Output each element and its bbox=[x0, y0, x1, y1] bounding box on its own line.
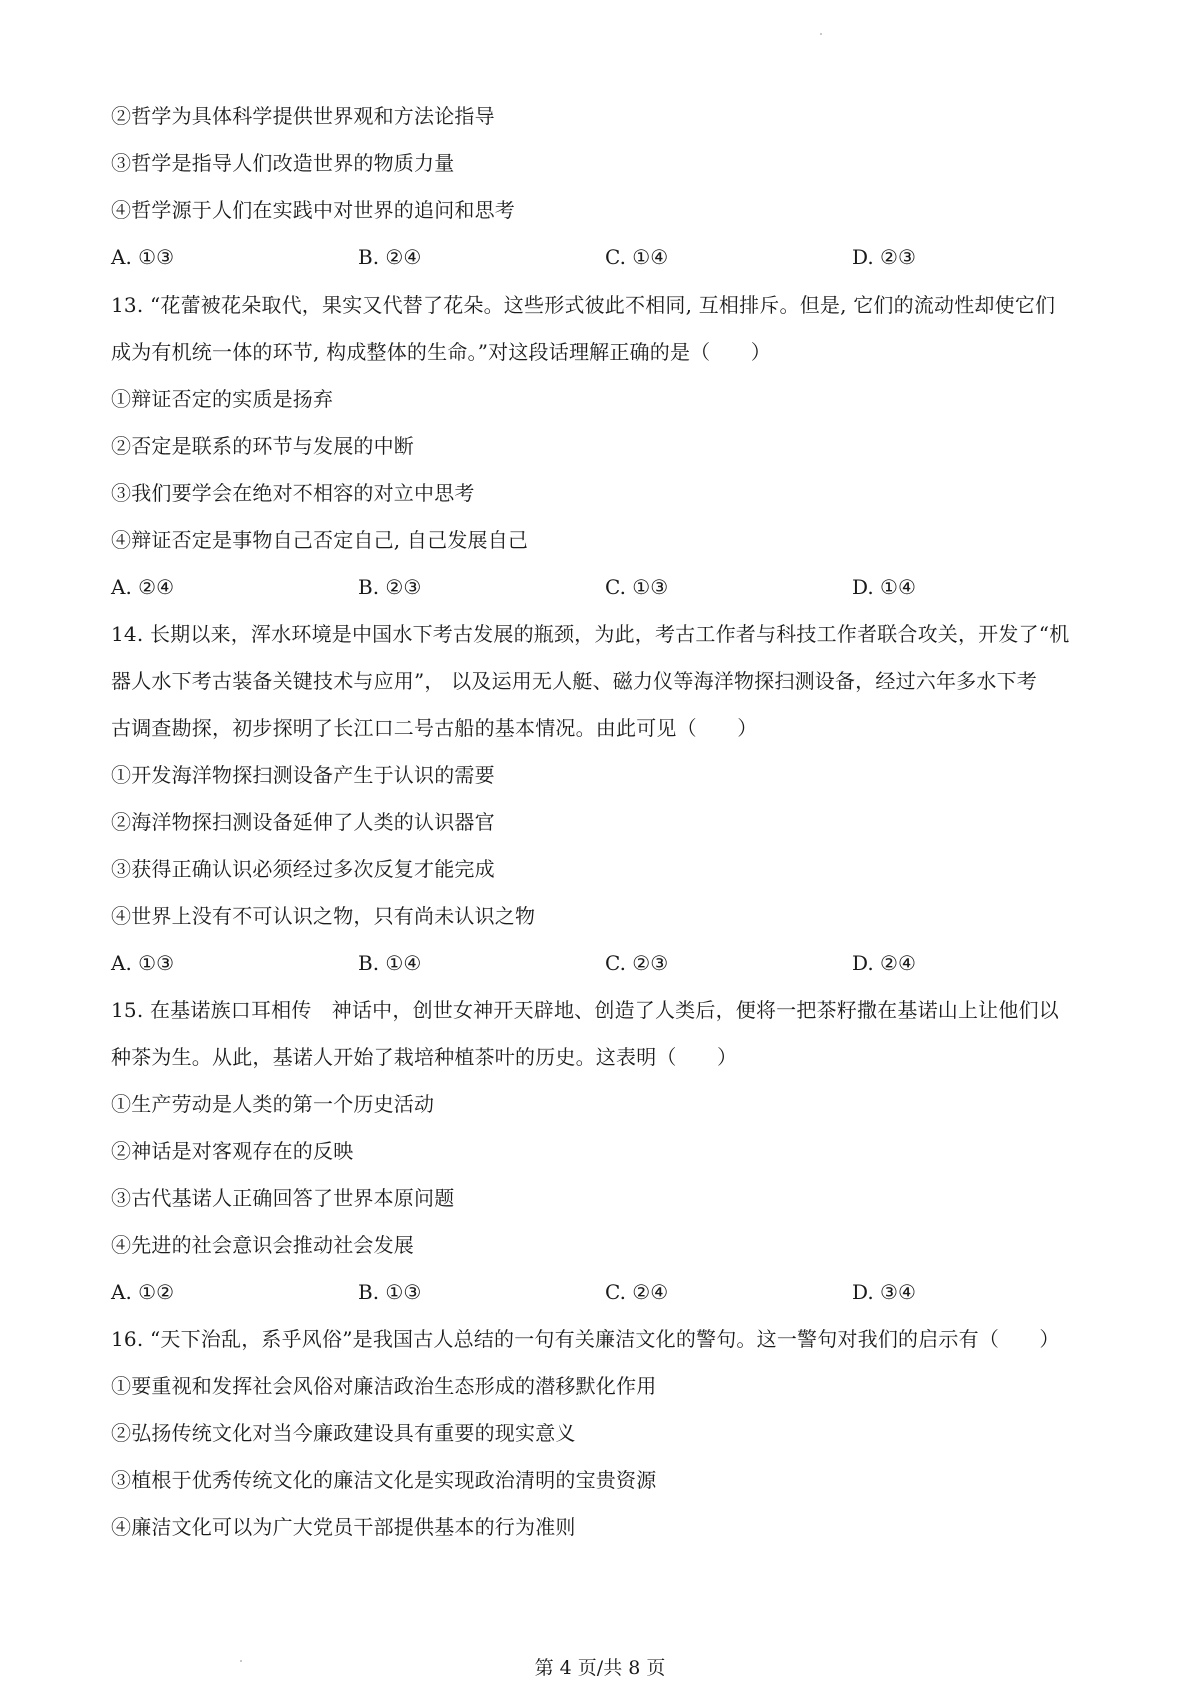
q14-option-d: D. ②④ bbox=[852, 951, 916, 975]
q15-options bbox=[111, 1278, 1111, 1306]
q14-option-b: B. ①④ bbox=[358, 951, 422, 975]
q15-item-2: ②神话是对客观存在的反映 bbox=[111, 1139, 354, 1163]
q14-item-2: ②海洋物探扫测设备延伸了人类的认识器官 bbox=[111, 810, 495, 834]
q12-option-b: B. ②④ bbox=[358, 245, 422, 269]
q14-option-c: C. ②③ bbox=[605, 951, 669, 975]
q12-item-3: ③哲学是指导人们改造世界的物质力量 bbox=[111, 151, 455, 175]
q15-option-c: C. ②④ bbox=[605, 1280, 669, 1304]
q15-option-b: B. ①③ bbox=[358, 1280, 422, 1304]
q13-option-c: C. ①③ bbox=[605, 575, 669, 599]
q12-item-4: ④哲学源于人们在实践中对世界的追问和思考 bbox=[111, 198, 515, 222]
q12-option-d: D. ②③ bbox=[852, 245, 916, 269]
q13-item-3: ③我们要学会在绝对不相容的对立中思考 bbox=[111, 481, 475, 505]
scan-speck bbox=[820, 33, 822, 35]
q13-stem-line2: 成为有机统一体的环节, 构成整体的生命。”对这段话理解正确的是（ ） bbox=[111, 340, 771, 364]
q13-option-a: A. ②④ bbox=[111, 575, 175, 599]
q16-stem-line1: 16. “天下治乱，系乎风俗”是我国古人总结的一句有关廉洁文化的警句。这一警句对我们的启示有（ ） bbox=[111, 1327, 1060, 1351]
q15-item-1: ①生产劳动是人类的第一个历史活动 bbox=[111, 1092, 435, 1116]
q13-option-b: B. ②③ bbox=[358, 575, 422, 599]
q14-item-4: ④世界上没有不可认识之物，只有尚未认识之物 bbox=[111, 904, 536, 928]
q13-item-2: ②否定是联系的环节与发展的中断 bbox=[111, 434, 414, 458]
q12-item-2: ②哲学为具体科学提供世界观和方法论指导 bbox=[111, 104, 495, 128]
q13-stem-line1: 13. “花蕾被花朵取代，果实又代替了花朵。这些形式彼此不相同, 互相排斥。但是, 它们的流动性却使它们 bbox=[111, 293, 1056, 317]
q12-option-c: C. ①④ bbox=[605, 245, 669, 269]
q14-stem-line3: 古调查勘探，初步探明了长江口二号古船的基本情况。由此可见（ ） bbox=[111, 716, 758, 740]
q14-options bbox=[111, 949, 1111, 977]
q14-stem-line1: 14. 长期以来，浑水环境是中国水下考古发展的瓶颈，为此，考古工作者与科技工作者联合攻关，开发了“机 bbox=[111, 622, 1070, 646]
q14-option-a: A. ①③ bbox=[111, 951, 175, 975]
q12-options bbox=[111, 243, 1111, 271]
q13-options bbox=[111, 573, 1111, 601]
q13-option-d: D. ①④ bbox=[852, 575, 916, 599]
q16-item-1: ①要重视和发挥社会风俗对廉洁政治生态形成的潜移默化作用 bbox=[111, 1374, 657, 1398]
q16-item-4: ④廉洁文化可以为广大党员干部提供基本的行为准则 bbox=[111, 1515, 576, 1539]
q14-item-1: ①开发海洋物探扫测设备产生于认识的需要 bbox=[111, 763, 495, 787]
q14-stem-line2: 器人水下考古装备关键技术与应用”， 以及运用无人艇、磁力仪等海洋物探扫测设备，经过六年多水下考 bbox=[111, 669, 1037, 693]
q15-option-d: D. ③④ bbox=[852, 1280, 916, 1304]
q13-item-1: ①辩证否定的实质是扬弃 bbox=[111, 387, 334, 411]
page-footer: 第 4 页/共 8 页 bbox=[534, 1657, 666, 1679]
q15-item-3: ③古代基诺人正确回答了世界本原问题 bbox=[111, 1186, 455, 1210]
q12-option-a: A. ①③ bbox=[111, 245, 175, 269]
q14-item-3: ③获得正确认识必须经过多次反复才能完成 bbox=[111, 857, 495, 881]
q13-item-4: ④辩证否定是事物自己否定自己, 自己发展自己 bbox=[111, 528, 529, 552]
q15-option-a: A. ①② bbox=[111, 1280, 175, 1304]
q15-item-4: ④先进的社会意识会推动社会发展 bbox=[111, 1233, 414, 1257]
q16-item-2: ②弘扬传统文化对当今廉政建设具有重要的现实意义 bbox=[111, 1421, 576, 1445]
q15-stem-line1: 15. 在基诺族口耳相传 神话中，创世女神开天辟地、创造了人类后，便将一把茶籽撒在基诺山上让他们以 bbox=[111, 998, 1059, 1022]
q15-stem-line2: 种茶为生。从此，基诺人开始了栽培种植茶叶的历史。这表明（ ） bbox=[111, 1045, 738, 1069]
q16-item-3: ③植根于优秀传统文化的廉洁文化是实现政治清明的宝贵资源 bbox=[111, 1468, 657, 1492]
